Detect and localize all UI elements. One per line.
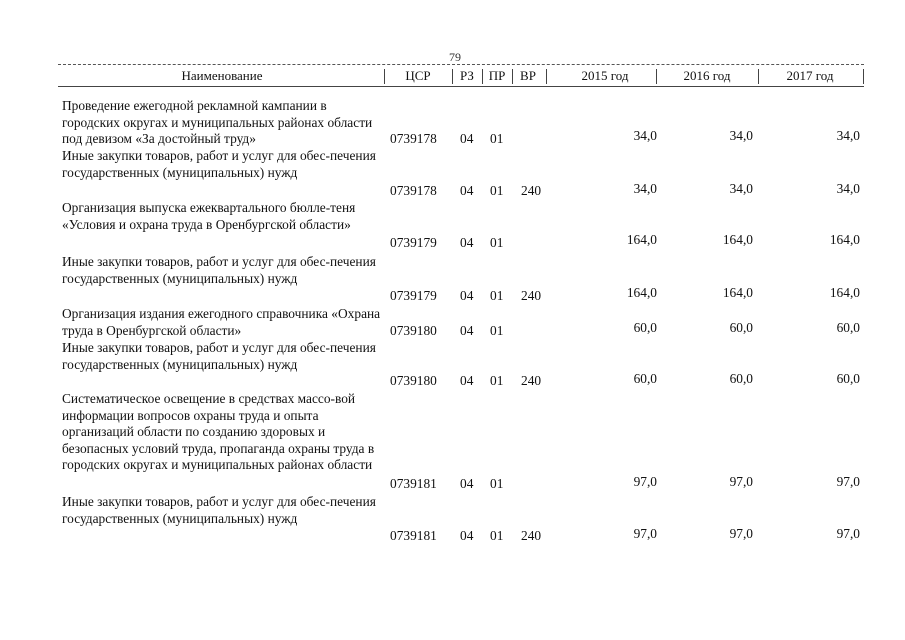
row-value-2016: 34,0: [729, 128, 753, 143]
row-value-2016: 60,0: [729, 371, 753, 386]
row-value-2017: 34,0: [836, 181, 860, 196]
row-value-2015: 164,0: [626, 285, 657, 300]
row-value-2017: 60,0: [836, 371, 860, 386]
header-rule-bottom: [58, 86, 864, 87]
header-separator: [482, 69, 483, 84]
row-value-2016: 164,0: [722, 232, 753, 247]
header-separator: [656, 69, 657, 84]
row-rz: 04: [460, 373, 474, 388]
row-csr: 0739181: [390, 476, 437, 491]
row-pr: 01: [490, 288, 504, 303]
row-pr: 01: [490, 373, 504, 388]
header-separator: [863, 69, 864, 84]
row-value-2016: 97,0: [729, 526, 753, 541]
row-value-2017: 164,0: [829, 232, 860, 247]
row-rz: 04: [460, 528, 474, 543]
row-pr: 01: [490, 235, 504, 250]
row-value-2017: 97,0: [836, 474, 860, 489]
row-rz: 04: [460, 131, 474, 146]
row-csr: 0739180: [390, 323, 437, 338]
row-vr: 240: [521, 528, 542, 543]
row-csr: 0739180: [390, 373, 437, 388]
header-separator: [512, 69, 513, 84]
row-name: Проведение ежегодной рекламной кампании в городских округах и муниципальных районах области под девизом «За достойный труд»: [62, 98, 373, 147]
row-value-2015: 60,0: [633, 371, 657, 386]
row-name: Организация выпуска ежеквартального бюлле-теня «Условия и охрана труда в Оренбургской области»: [62, 200, 356, 232]
row-name: Иные закупки товаров, работ и услуг для обес-печения государственных (муниципальных) нужд: [62, 148, 376, 180]
row-name: Иные закупки товаров, работ и услуг для обес-печения государственных (муниципальных) нужд: [62, 494, 376, 526]
row-rz: 04: [460, 288, 474, 303]
row-csr: 0739178: [390, 183, 437, 198]
row-name: Иные закупки товаров, работ и услуг для обес-печения государственных (муниципальных) нужд: [62, 254, 376, 286]
row-value-2015: 60,0: [633, 320, 657, 335]
row-value-2017: 60,0: [836, 320, 860, 335]
row-pr: 01: [490, 323, 504, 338]
header-separator: [384, 69, 385, 84]
row-csr: 0739181: [390, 528, 437, 543]
header-2016: 2016 год: [683, 68, 731, 83]
row-vr: 240: [521, 288, 542, 303]
header-csr: ЦСР: [405, 68, 431, 83]
row-value-2017: 97,0: [836, 526, 860, 541]
row-csr: 0739178: [390, 131, 437, 146]
header-name: Наименование: [181, 68, 263, 83]
row-value-2017: 34,0: [836, 128, 860, 143]
header-separator: [546, 69, 547, 84]
row-vr: 240: [521, 183, 542, 198]
row-rz: 04: [460, 235, 474, 250]
row-value-2016: 34,0: [729, 181, 753, 196]
row-pr: 01: [490, 528, 504, 543]
header-2015: 2015 год: [581, 68, 629, 83]
row-csr: 0739179: [390, 235, 437, 250]
header-rule-top: [58, 64, 864, 65]
row-vr: 240: [521, 373, 542, 388]
row-rz: 04: [460, 323, 474, 338]
row-rz: 04: [460, 476, 474, 491]
row-pr: 01: [490, 131, 504, 146]
row-value-2015: 97,0: [633, 474, 657, 489]
row-value-2016: 164,0: [722, 285, 753, 300]
row-name: Систематическое освещение в средствах массо-вой информации вопросов охраны труда и опыта организаций области по созданию здоровых и безопасных условий труда, пропаганда охраны труда в городских округах и муниципальных районах области: [62, 391, 375, 473]
row-value-2015: 97,0: [633, 526, 657, 541]
row-value-2016: 60,0: [729, 320, 753, 335]
header-vr: ВР: [520, 68, 536, 83]
header-separator: [758, 69, 759, 84]
row-pr: 01: [490, 183, 504, 198]
row-value-2017: 164,0: [829, 285, 860, 300]
row-pr: 01: [490, 476, 504, 491]
page-number: 79: [449, 50, 461, 64]
row-rz: 04: [460, 183, 474, 198]
row-value-2015: 34,0: [633, 128, 657, 143]
header-rz: РЗ: [460, 68, 474, 83]
row-value-2016: 97,0: [729, 474, 753, 489]
row-value-2015: 34,0: [633, 181, 657, 196]
row-value-2015: 164,0: [626, 232, 657, 247]
header-pr: ПР: [488, 68, 506, 83]
row-csr: 0739179: [390, 288, 437, 303]
row-name: Иные закупки товаров, работ и услуг для обес-печения государственных (муниципальных) нужд: [62, 340, 376, 372]
header-separator: [452, 69, 453, 84]
row-name: Организация издания ежегодного справочника «Охрана труда в Оренбургской области»: [62, 306, 381, 338]
header-2017: 2017 год: [786, 68, 834, 83]
